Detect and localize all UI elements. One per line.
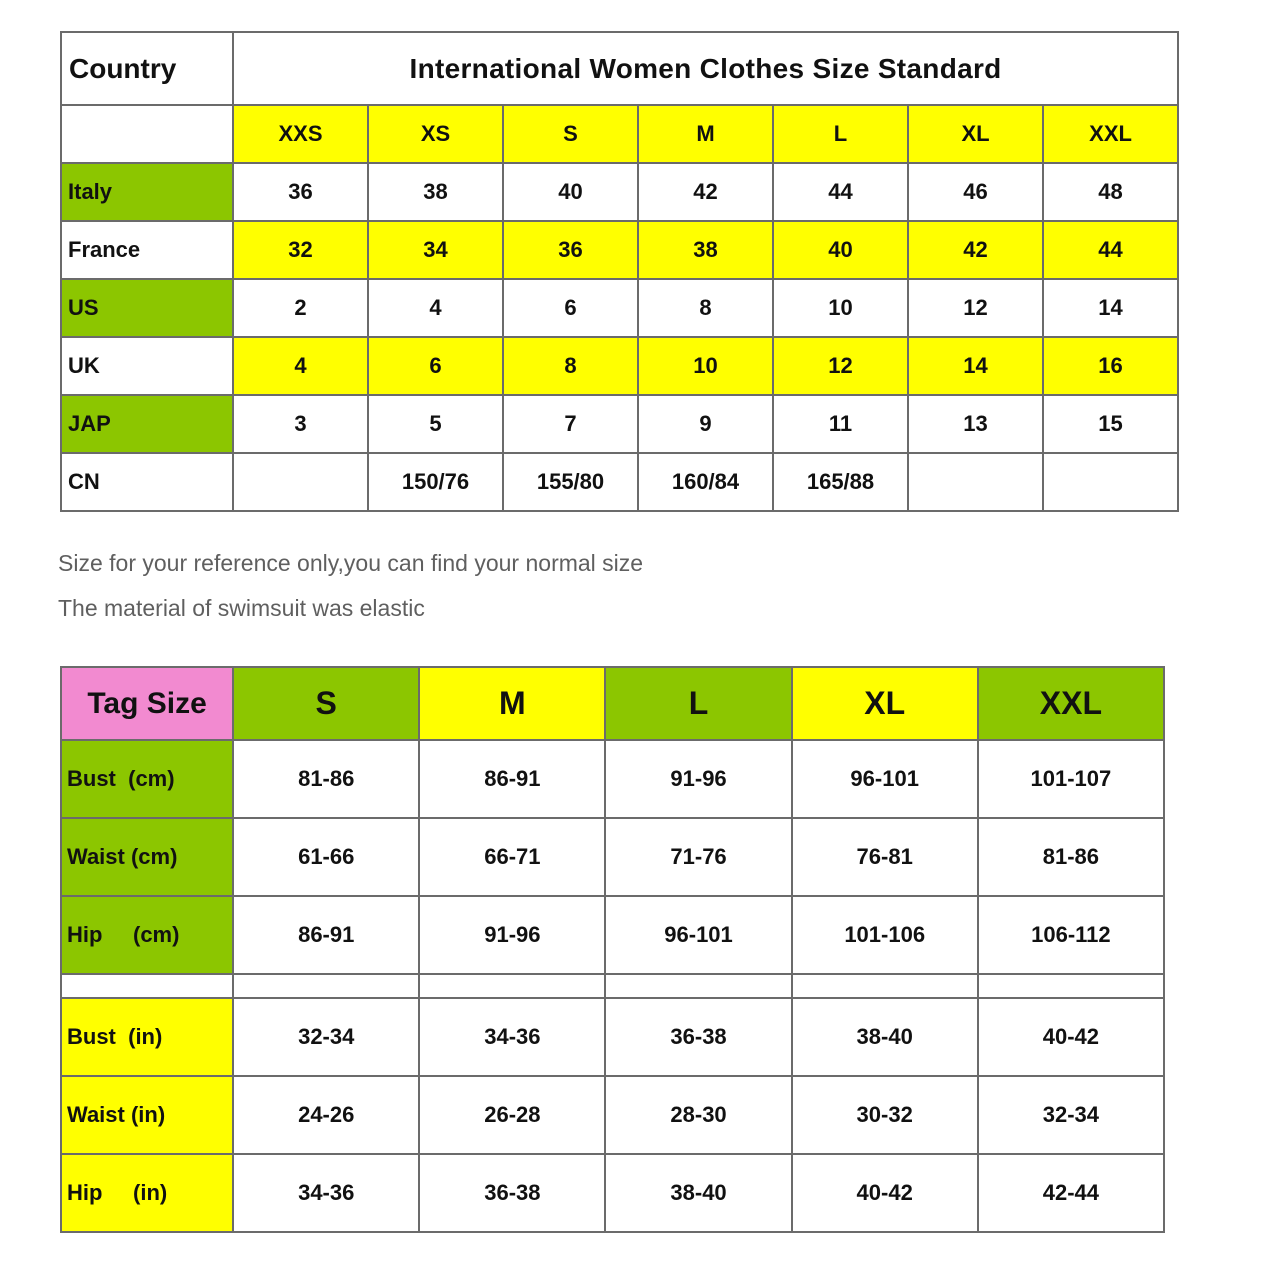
row-label-bust-in: Bust (in) xyxy=(61,998,233,1076)
table-cell: 101-107 xyxy=(978,740,1164,818)
table-cell: 16 xyxy=(1043,337,1178,395)
table-row xyxy=(61,221,1178,279)
table-cell: 5 xyxy=(368,395,503,453)
country-header: Country xyxy=(61,32,233,105)
size-header-m: M xyxy=(419,667,605,740)
table-cell: 34-36 xyxy=(419,998,605,1076)
table-cell: 7 xyxy=(503,395,638,453)
country-label-jap: JAP xyxy=(61,395,233,453)
table-cell: 11 xyxy=(773,395,908,453)
table-cell: 32-34 xyxy=(233,998,419,1076)
table-cell: 71-76 xyxy=(605,818,791,896)
table-cell: 42 xyxy=(908,221,1043,279)
table-cell: 28-30 xyxy=(605,1076,791,1154)
empty-cell xyxy=(61,105,233,163)
table-cell: 36-38 xyxy=(605,998,791,1076)
table-cell: 26-28 xyxy=(419,1076,605,1154)
table-cell: 13 xyxy=(908,395,1043,453)
table-cell: 32 xyxy=(233,221,368,279)
empty-cell xyxy=(233,974,419,998)
table-header-row xyxy=(61,667,1164,740)
table-cell: 40 xyxy=(503,163,638,221)
separator-row xyxy=(61,974,1164,998)
table-cell: 9 xyxy=(638,395,773,453)
table-header-row xyxy=(61,32,1178,105)
table-cell: 6 xyxy=(368,337,503,395)
empty-cell xyxy=(419,974,605,998)
table-cell: 150/76 xyxy=(368,453,503,511)
table-cell: 44 xyxy=(773,163,908,221)
table-cell: 32-34 xyxy=(978,1076,1164,1154)
tag-size-table xyxy=(60,666,1165,1233)
size-header-s: S xyxy=(503,105,638,163)
table-cell: 3 xyxy=(233,395,368,453)
table-cell: 96-101 xyxy=(792,740,978,818)
table-cell xyxy=(908,453,1043,511)
table-cell: 12 xyxy=(773,337,908,395)
row-label-hip-cm: Hip (cm) xyxy=(61,896,233,974)
table-cell: 76-81 xyxy=(792,818,978,896)
material-note: The material of swimsuit was elastic xyxy=(58,595,425,621)
table-cell: 101-106 xyxy=(792,896,978,974)
table-row xyxy=(61,453,1178,511)
size-header-xl: XL xyxy=(792,667,978,740)
table-cell: 8 xyxy=(638,279,773,337)
international-size-table xyxy=(60,31,1179,512)
empty-cell xyxy=(792,974,978,998)
country-label-us: US xyxy=(61,279,233,337)
table-cell: 42 xyxy=(638,163,773,221)
size-header-xxl: XXL xyxy=(1043,105,1178,163)
table-cell: 30-32 xyxy=(792,1076,978,1154)
size-header-xxl: XXL xyxy=(978,667,1164,740)
table-cell: 40-42 xyxy=(792,1154,978,1232)
table-cell: 38 xyxy=(368,163,503,221)
table-row xyxy=(61,1076,1164,1154)
country-label-italy: Italy xyxy=(61,163,233,221)
reference-note: Size for your reference only,you can find your normal size xyxy=(58,550,644,576)
table-cell: 36-38 xyxy=(419,1154,605,1232)
table-row xyxy=(61,395,1178,453)
tag-size-header: Tag Size xyxy=(61,667,233,740)
country-label-uk: UK xyxy=(61,337,233,395)
table-cell: 10 xyxy=(638,337,773,395)
row-label-bust-cm: Bust (cm) xyxy=(61,740,233,818)
table-cell: 106-112 xyxy=(978,896,1164,974)
table-cell: 14 xyxy=(1043,279,1178,337)
table-cell: 160/84 xyxy=(638,453,773,511)
table-cell: 4 xyxy=(368,279,503,337)
table-cell: 10 xyxy=(773,279,908,337)
table-cell: 38-40 xyxy=(792,998,978,1076)
table-cell: 86-91 xyxy=(233,896,419,974)
table-cell: 91-96 xyxy=(419,896,605,974)
table-row xyxy=(61,740,1164,818)
table-row xyxy=(61,279,1178,337)
table-cell: 34 xyxy=(368,221,503,279)
table-cell: 96-101 xyxy=(605,896,791,974)
table-cell: 4 xyxy=(233,337,368,395)
table-cell: 155/80 xyxy=(503,453,638,511)
size-header-xl: XL xyxy=(908,105,1043,163)
empty-cell xyxy=(978,974,1164,998)
table-cell: 24-26 xyxy=(233,1076,419,1154)
table-cell: 86-91 xyxy=(419,740,605,818)
size-header-l: L xyxy=(773,105,908,163)
size-header-xxs: XXS xyxy=(233,105,368,163)
table-cell: 12 xyxy=(908,279,1043,337)
table-cell: 14 xyxy=(908,337,1043,395)
size-header-xs: XS xyxy=(368,105,503,163)
empty-cell xyxy=(61,974,233,998)
table-cell: 36 xyxy=(503,221,638,279)
table-cell: 36 xyxy=(233,163,368,221)
size-header-s: S xyxy=(233,667,419,740)
table-cell: 2 xyxy=(233,279,368,337)
table-row xyxy=(61,163,1178,221)
row-label-waist-cm: Waist (cm) xyxy=(61,818,233,896)
table-cell: 15 xyxy=(1043,395,1178,453)
table-cell: 44 xyxy=(1043,221,1178,279)
table-cell: 91-96 xyxy=(605,740,791,818)
table-cell: 48 xyxy=(1043,163,1178,221)
table-row xyxy=(61,818,1164,896)
empty-cell xyxy=(605,974,791,998)
table-cell xyxy=(233,453,368,511)
table-cell: 40-42 xyxy=(978,998,1164,1076)
table-cell xyxy=(1043,453,1178,511)
country-label-france: France xyxy=(61,221,233,279)
table-cell: 8 xyxy=(503,337,638,395)
table-cell: 61-66 xyxy=(233,818,419,896)
table-cell: 46 xyxy=(908,163,1043,221)
size-header-l: L xyxy=(605,667,791,740)
table-cell: 38 xyxy=(638,221,773,279)
country-label-cn: CN xyxy=(61,453,233,511)
table-row xyxy=(61,896,1164,974)
row-label-waist-in: Waist (in) xyxy=(61,1076,233,1154)
table-cell: 6 xyxy=(503,279,638,337)
table-cell: 81-86 xyxy=(233,740,419,818)
table-cell: 40 xyxy=(773,221,908,279)
table-row xyxy=(61,1154,1164,1232)
table-cell: 34-36 xyxy=(233,1154,419,1232)
table-row xyxy=(61,337,1178,395)
table-title: International Women Clothes Size Standard xyxy=(233,32,1178,105)
table-cell: 81-86 xyxy=(978,818,1164,896)
row-label-hip-in: Hip (in) xyxy=(61,1154,233,1232)
size-header-m: M xyxy=(638,105,773,163)
table-cell: 42-44 xyxy=(978,1154,1164,1232)
size-header-row xyxy=(61,105,1178,163)
table-cell: 165/88 xyxy=(773,453,908,511)
table-cell: 66-71 xyxy=(419,818,605,896)
table-cell: 38-40 xyxy=(605,1154,791,1232)
table-row xyxy=(61,998,1164,1076)
